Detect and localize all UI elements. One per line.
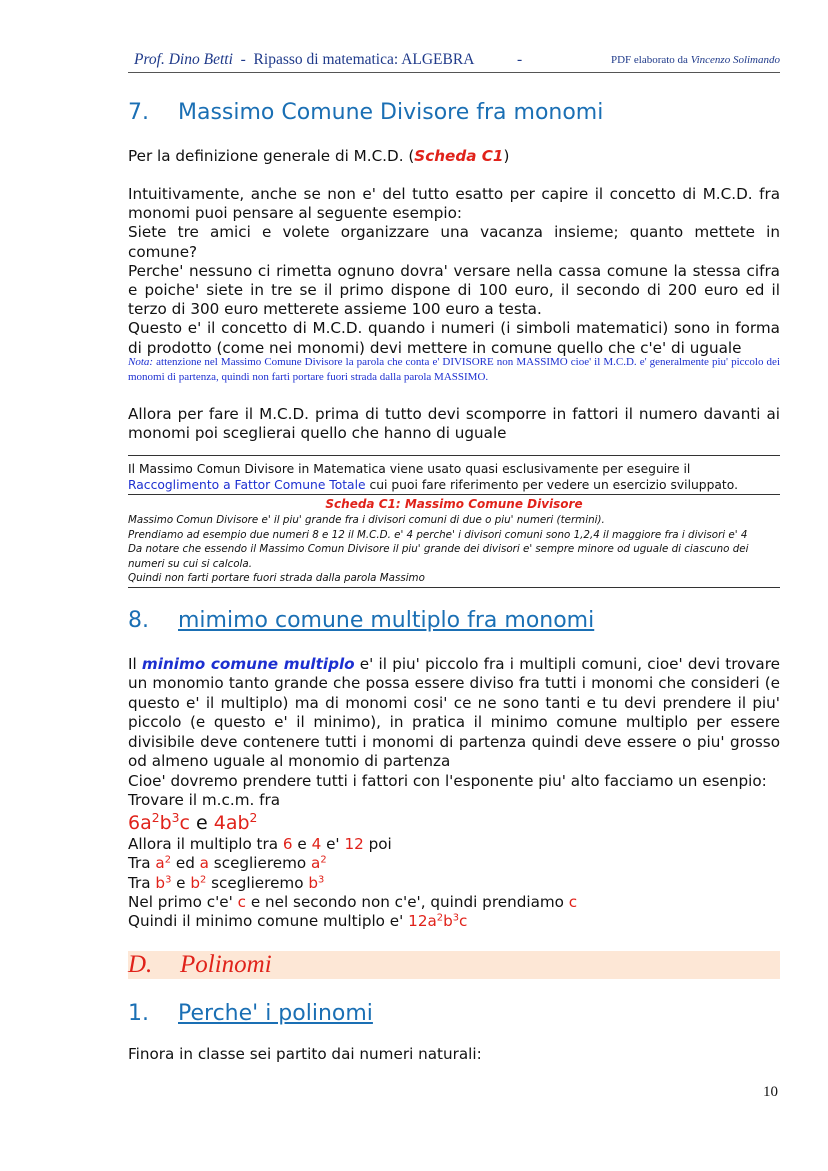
definition-line: [128, 147, 780, 166]
example-cioe: Cioe' dovremo prendere tutti i fattori con l'esponente piu' alto facciamo un esenpio:: [128, 772, 767, 790]
paragraph-concept: Questo e' il concetto di M.C.D. quando i numeri (i simboli matematici) sono in forma di prodotto (come nei monomi) devi mettere in comune quello che c'e' di uguale: [128, 319, 780, 357]
example-line-a: Tra $a^2$ ed a sceglieremo $a^2$: [128, 854, 327, 873]
page-header: [128, 50, 780, 73]
example-line-result: Quindi il minimo comune multiplo e' $12a^2b^3c$: [128, 912, 468, 931]
chapter-d-title: Polinomi: [180, 951, 272, 978]
scheda-line: Massimo Comun Divisore e' il piu' grande fra i divisori comuni di due o piu' numeri (termini).: [128, 514, 605, 526]
section-8-heading: [128, 608, 594, 633]
header-pdf-label: PDF elaborato da: [610, 54, 688, 66]
paragraph-example: Siete tre amici e volete organizzare una vacanza insieme; quanto mettete in comune?: [128, 223, 780, 261]
note-box: [128, 355, 780, 384]
definition-prefix: Per la definizione generale di M.C.D. (: [128, 147, 415, 165]
scheda-line: Prendiamo ad esempio due numeri 8 e 12 il M.C.D. e' 4 perche' i divisori comuni sono 1,2,4 il maggiore fra i divisori e' 4: [128, 528, 748, 541]
divider-top: [128, 455, 780, 456]
mcm-definition: [128, 655, 780, 771]
divider-bottom: [128, 587, 780, 588]
header-separator: -: [240, 51, 246, 68]
paragraph-intuition: Intuitivamente, anche se non e' del tutto esatto per capire il concetto di M.C.D. fra monomi puoi pensare al seguente esempio:: [128, 185, 780, 223]
expression-and: e: [189, 811, 214, 834]
chapter-d-letter: D.: [128, 951, 153, 978]
definition-suffix: ): [503, 147, 510, 165]
chapter-d-banner: [128, 951, 780, 979]
scheda-c1-link[interactable]: Scheda C1: [414, 147, 504, 165]
monomial-2: $4ab^2$: [213, 811, 258, 834]
mcd-usage-note: [128, 461, 780, 493]
raccoglimento-link[interactable]: Raccoglimento a Fattor Comune Totale: [128, 478, 366, 492]
section-7-body: [128, 185, 780, 358]
example-trovare: Trovare il m.c.m. fra: [128, 791, 281, 810]
header-dash: -: [517, 51, 523, 68]
paragraph-euro: Perche' nessuno ci rimetta ognuno dovra' versare nella cassa comune la stessa cifra e poiche' siete in tre se il primo dispone di 100 euro, il secondo di 200 euro ed il terzo di 300 euro metterete assieme 100 euro a testa.: [128, 261, 780, 319]
mcd-usage-text-2: cui puoi fare riferimento per vedere un esercizio sviluppato.: [365, 478, 738, 492]
example-line-coefficients: Allora il multiplo tra 6 e 4 e' 12 poi: [128, 834, 392, 853]
page-number: 10: [763, 1084, 778, 1100]
section-1-title[interactable]: Perche' i polinomi: [178, 1001, 373, 1026]
note-label: Nota:: [128, 356, 154, 368]
divider-mid: [128, 494, 780, 495]
paragraph-mcd-procedure: Allora per fare il M.C.D. prima di tutto devi scomporre in fattori il numero davanti ai monomi poi sceglierai quello che hanno di uguale: [128, 405, 780, 443]
header-title: Ripasso di matematica: ALGEBRA: [253, 51, 475, 68]
monomial-1: $6a^2b^3c$: [128, 811, 190, 834]
section-7-heading: [128, 100, 603, 125]
section-1-number: 1.: [128, 1001, 149, 1026]
section-7-title: Massimo Comune Divisore fra monomi: [178, 100, 604, 125]
header-author: Prof. Dino Betti: [134, 51, 233, 68]
example-expression: [128, 811, 780, 835]
scheda-c1-content: [128, 513, 780, 586]
scheda-line: Da notare che essendo il Massimo Comun Divisore il piu' grande dei divisori e' sempre minore od uguale di ciascuno dei numeri su cui si calcola.: [128, 543, 749, 570]
example-line-c: Nel primo c'e' c e nel secondo non c'e', quindi prendiamo c: [128, 893, 578, 912]
mcm-term: minimo comune multiplo: [141, 655, 355, 673]
scheda-c1-title: Scheda C1: Massimo Comune Divisore: [325, 497, 583, 511]
example-line-b: Tra $b^3$ e $b^2$ sceglieremo $b^3$: [128, 873, 325, 892]
section-1-heading: [128, 1001, 373, 1026]
mcm-intro-rest: e' il piu' piccolo fra i multipli comuni, cioe' devi trovare un monomio tanto grande che possa essere diviso fra tutti i monomi che consideri (e questo e' il multiplo) ma di monomi cosi' ce ne sono tanti e tu devi prendere il piu' piccolo (e questo e' il minimo), in pratica il minimo comune multiplo per essere divisibile deve contenere tutti i monomi di partenza quindi deve essere o piu' grosso od almeno uguale al monomio di partenza: [128, 655, 780, 771]
mcm-example: [128, 772, 780, 932]
scheda-line: Quindi non farti portare fuori strada dalla parola Massimo: [128, 572, 425, 585]
section-8-number: 8.: [128, 608, 149, 633]
section-8-title[interactable]: mimimo comune multiplo fra monomi: [178, 608, 595, 633]
mcm-intro-prefix: Il: [128, 655, 142, 673]
header-right: [611, 54, 780, 66]
mcd-usage-text: Il Massimo Comun Divisore in Matematica viene usato quasi esclusivamente per eseguire il: [128, 462, 691, 476]
note-text: attenzione nel Massimo Comune Divisore la parola che conta e' DIVISORE non MASSIMO cioe' il M.C.D. e' generalmente piu' piccolo dei monomi di partenza, quindi non farti portare fuori strada dalla parola MASSIMO.: [128, 356, 780, 383]
header-pdf-author: Vincenzo Solimando: [690, 54, 780, 66]
header-left: [134, 51, 522, 69]
section-1-text: Finora in classe sei partito dai numeri naturali:: [128, 1045, 482, 1063]
section-7-number: 7.: [128, 100, 149, 125]
